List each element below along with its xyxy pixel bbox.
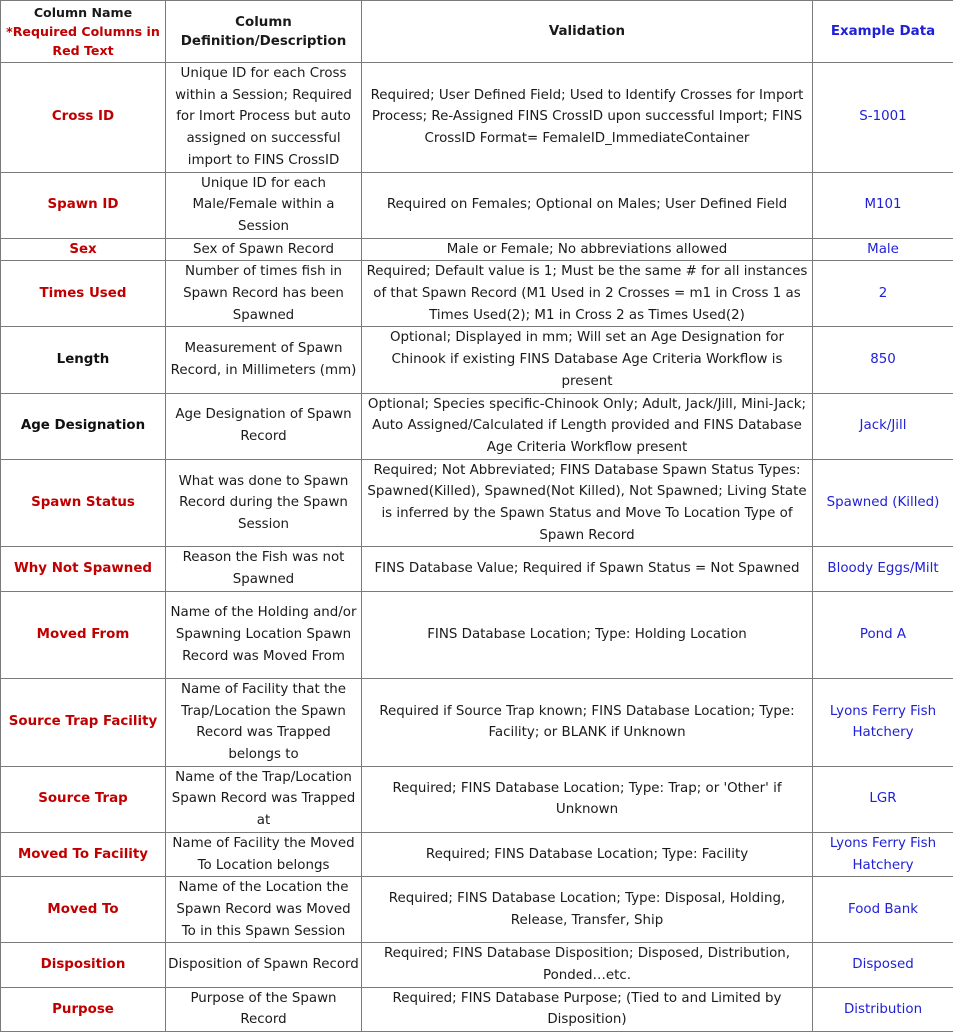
column-name-cell: Moved To Facility [1,832,166,876]
example-data-cell: LGR [813,766,953,832]
validation-cell: Required on Females; Optional on Males; User Defined Field [362,172,813,238]
table-row [1,877,953,943]
header-column-name [1,1,166,63]
table-row [1,238,953,261]
definition-cell: What was done to Spawn Record during the Spawn Session [166,459,362,547]
column-name-cell: Why Not Spawned [1,547,166,591]
definition-cell: Reason the Fish was not Spawned [166,547,362,591]
validation-cell: FINS Database Location; Type: Holding Location [362,591,813,678]
column-name-cell: Times Used [1,261,166,327]
example-data-cell: Male [813,238,953,261]
definition-cell: Name of the Holding and/or Spawning Location Spawn Record was Moved From [166,591,362,678]
table-row [1,766,953,832]
table-header [1,1,953,63]
validation-cell: Required; User Defined Field; Used to Identify Crosses for Import Process; Re-Assigned FINS CrossID upon successful Import; FINS CrossID Format= FemaleID_ImmediateContainer [362,63,813,173]
validation-cell: Optional; Displayed in mm; Will set an Age Designation for Chinook if existing FINS Database Age Criteria Workflow is present [362,327,813,393]
column-name-cell: Sex [1,238,166,261]
definition-cell: Measurement of Spawn Record, in Millimeters (mm) [166,327,362,393]
validation-cell: Male or Female; No abbreviations allowed [362,238,813,261]
example-data-cell: Distribution [813,987,953,1031]
column-name-cell: Purpose [1,987,166,1031]
header-column-name-title: Column Name [34,5,132,20]
table-row [1,832,953,876]
validation-cell: Required; Default value is 1; Must be the same # for all instances of that Spawn Record (M1 Used in 2 Crosses = m1 in Cross 1 as Times Used(2); M1 in Cross 2 as Times Used(2) [362,261,813,327]
validation-cell: Required; Not Abbreviated; FINS Database Spawn Status Types: Spawned(Killed), Spawned(Not Killed), Not Spawned; Living State is inferred by the Spawn Status and Move To Location Type of Spawn Record [362,459,813,547]
example-data-cell: Jack/Jill [813,393,953,459]
column-name-cell: Source Trap [1,766,166,832]
definition-cell: Number of times fish in Spawn Record has been Spawned [166,261,362,327]
definition-cell: Name of Facility the Moved To Location belongs [166,832,362,876]
example-data-cell: S-1001 [813,63,953,173]
definition-cell: Name of the Trap/Location Spawn Record was Trapped at [166,766,362,832]
table-row [1,678,953,766]
validation-cell: Required; FINS Database Disposition; Disposed, Distribution, Ponded…etc. [362,943,813,987]
validation-cell: Optional; Species specific-Chinook Only; Adult, Jack/Jill, Mini-Jack; Auto Assigned/Calculated if Length provided and FINS Database Age Criteria Workflow present [362,393,813,459]
example-data-cell: Lyons Ferry Fish Hatchery [813,832,953,876]
definition-cell: Unique ID for each Male/Female within a Session [166,172,362,238]
column-name-cell: Spawn Status [1,459,166,547]
table-row [1,393,953,459]
column-name-cell: Length [1,327,166,393]
table-row [1,327,953,393]
definition-cell: Disposition of Spawn Record [166,943,362,987]
column-name-cell: Moved To [1,877,166,943]
definition-cell: Unique ID for each Cross within a Session; Required for Imort Process but auto assigned on successful import to FINS CrossID [166,63,362,173]
example-data-cell: Disposed [813,943,953,987]
definition-cell: Age Designation of Spawn Record [166,393,362,459]
example-data-cell: Lyons Ferry Fish Hatchery [813,678,953,766]
header-validation: Validation [362,1,813,63]
example-data-cell: Food Bank [813,877,953,943]
example-data-cell: Pond A [813,591,953,678]
table-row [1,459,953,547]
table-row [1,987,953,1031]
header-row [1,1,953,63]
table-row [1,591,953,678]
example-data-cell: Spawned (Killed) [813,459,953,547]
column-name-cell: Disposition [1,943,166,987]
table-row [1,261,953,327]
table-row [1,547,953,591]
definition-cell: Purpose of the Spawn Record [166,987,362,1031]
column-name-cell: Cross ID [1,63,166,173]
definition-cell: Sex of Spawn Record [166,238,362,261]
column-name-cell: Moved From [1,591,166,678]
required-columns-note: *Required Columns in Red Text [3,22,163,60]
table-row [1,172,953,238]
validation-cell: Required; FINS Database Purpose; (Tied to and Limited by Disposition) [362,987,813,1031]
validation-cell: Required; FINS Database Location; Type: Facility [362,832,813,876]
validation-cell: Required; FINS Database Location; Type: Disposal, Holding, Release, Transfer, Ship [362,877,813,943]
validation-cell: Required; FINS Database Location; Type: Trap; or 'Other' if Unknown [362,766,813,832]
example-data-cell: Bloody Eggs/Milt [813,547,953,591]
header-example-data: Example Data [813,1,953,63]
example-data-cell: M101 [813,172,953,238]
table-row [1,943,953,987]
table-body [1,63,953,1032]
column-name-cell: Spawn ID [1,172,166,238]
example-data-cell: 850 [813,327,953,393]
column-name-cell: Source Trap Facility [1,678,166,766]
example-data-cell: 2 [813,261,953,327]
validation-cell: FINS Database Value; Required if Spawn Status = Not Spawned [362,547,813,591]
definition-cell: Name of the Location the Spawn Record was Moved To in this Spawn Session [166,877,362,943]
header-definition: Column Definition/Description [166,1,362,63]
definition-cell: Name of Facility that the Trap/Location the Spawn Record was Trapped belongs to [166,678,362,766]
column-name-cell: Age Designation [1,393,166,459]
validation-cell: Required if Source Trap known; FINS Database Location; Type: Facility; or BLANK if Unknown [362,678,813,766]
table-row [1,63,953,173]
